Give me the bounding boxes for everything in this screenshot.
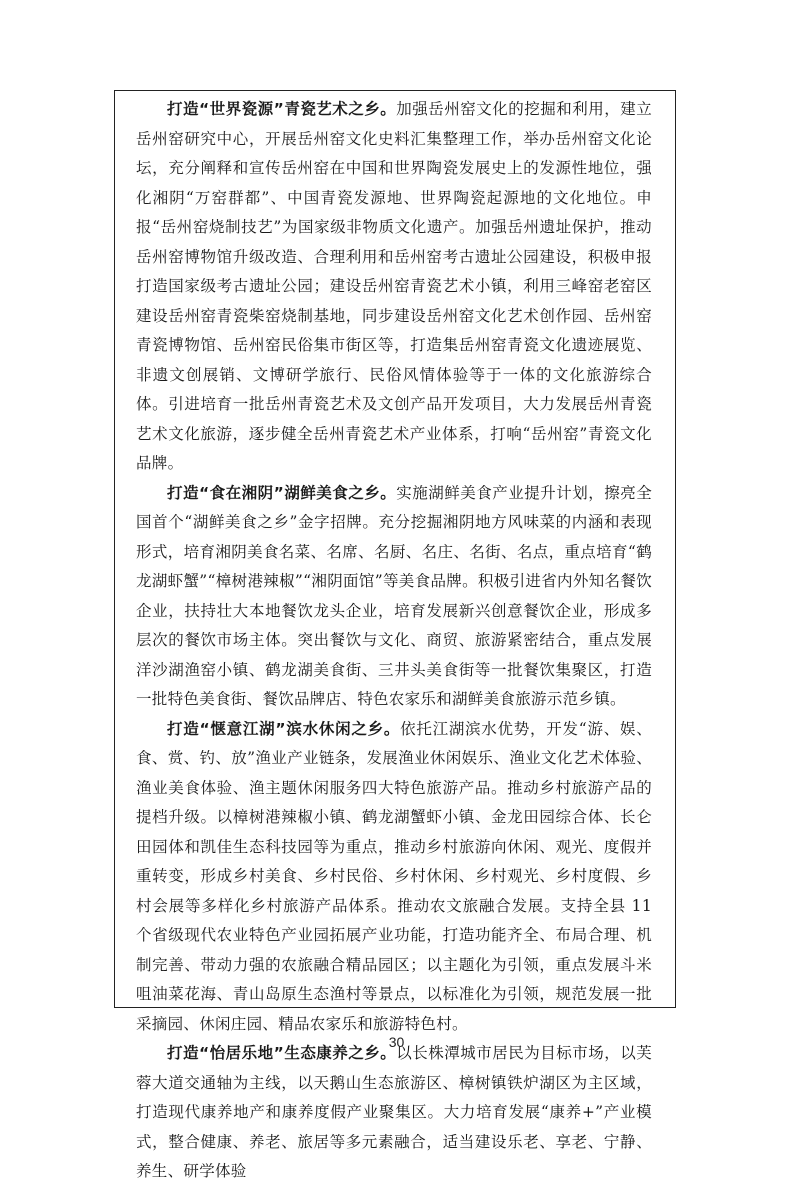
paragraph-text: 以长株潭城市居民为目标市场，以芙蓉大道交通轴为主线，以天鹅山生态旅游区、樟树镇铁炉湖区为主区域，打造现代康养地产和康养度假产业聚集区。大力培育发展“康养+”产业模式，整合健康、养老、旅居等多元素融合，适当建设乐老、享老、宁静、养生、研学体验 — [136, 1044, 652, 1180]
paragraph-text: 加强岳州窑文化的挖掘和利用，建立岳州窑研究中心，开展岳州窑文化史料汇集整理工作，举办岳州窑文化论坛，充分阐释和宣传岳州窑在中国和世界陶瓷发展史上的发源性地位，强化湘阴“万窑群都”、中国青瓷发源地、世界陶瓷起源地的文化地位。申报“岳州窑烧制技艺”为国家级非物质文化遗产。加强岳州遗址保护，推动岳州窑博物馆升级改造、合理利用和岳州窑考古遗址公园建设，积极申报打造国家级考古遗址公园；建设岳州窑青瓷艺术小镇，利用三峰窑老窑区建设岳州窑青瓷柴窑烧制基地，同步建设岳州窑文化艺术创作园、岳州窑青瓷博物馆、岳州窑民俗集市街区等，打造集岳州窑青瓷文化遗迹展览、非遗文创展销、文博研学旅行、民俗风情体验等于一体的文化旅游综合体。引进培育一批岳州青瓷艺术及文创产品开发项目，大力发展岳州青瓷艺术文化旅游，逐步健全岳州青瓷艺术产业体系，打响“岳州窑”青瓷文化品牌。 — [136, 100, 652, 472]
page-number: 30 — [388, 1034, 405, 1050]
paragraph-heading: 打造“世界瓷源”青瓷艺术之乡。 — [167, 100, 397, 118]
paragraph-lake-food — [136, 479, 652, 715]
paragraph-heading: 打造“怡居乐地”生态康养之乡。 — [167, 1044, 397, 1062]
paragraph-celadon-art — [136, 95, 652, 479]
paragraph-text: 依托江湖滨水优势，开发“游、娱、食、赏、钓、放”渔业产业链条，发展渔业休闲娱乐、渔业文化艺术体验、渔业美食体验、渔主题休闲服务四大特色旅游产品。推动乡村旅游产品的提档升级。以樟树港辣椒小镇、鹤龙湖蟹虾小镇、金龙田园综合体、长仑田园体和凯佳生态科技园等为重点，推动乡村旅游向休闲、观光、度假并重转变，形成乡村美食、乡村民俗、乡村休闲、乡村观光、乡村度假、乡村会展等多样化乡村旅游产品体系。推动农文旅融合发展。支持全县 11 个省级现代农业特色产业园拓展产业功能，打造功能齐全、布局合理、机制完善、带动力强的农旅融合精品园区；以主题化为引领，重点发展斗米咀油菜花海、青山岛原生态渔村等景点，以标准化为引领，规范发展一批采摘园、休闲庄园、精品农家乐和旅游特色村。 — [136, 719, 652, 1033]
paragraph-waterfront-leisure — [136, 715, 652, 1040]
paragraph-text: 实施湖鲜美食产业提升计划，擦亮全国首个“湖鲜美食之乡”金字招牌。充分挖掘湘阴地方风味菜的内涵和表现形式，培育湘阴美食名菜、名席、名厨、名庄、名街、名点，重点培育“鹤龙湖虾蟹”“樟树港辣椒”“湘阴面馆”等美食品牌。积极引进省内外知名餐饮企业，扶持壮大本地餐饮龙头企业，培育发展新兴创意餐饮企业，形成多层次的餐饮市场主体。突出餐饮与文化、商贸、旅游紧密结合，重点发展洋沙湖渔窑小镇、鹤龙湖美食街、三井头美食街等一批餐饮集聚区，打造一批特色美食街、餐饮品牌店、特色农家乐和湖鲜美食旅游示范乡镇。 — [136, 483, 652, 708]
paragraph-eco-wellness — [136, 1039, 652, 1187]
document-body — [136, 95, 652, 1187]
paragraph-heading: 打造“食在湘阴”湖鲜美食之乡。 — [167, 483, 397, 502]
paragraph-heading: 打造“惬意江湖”滨水休闲之乡。 — [167, 719, 401, 738]
